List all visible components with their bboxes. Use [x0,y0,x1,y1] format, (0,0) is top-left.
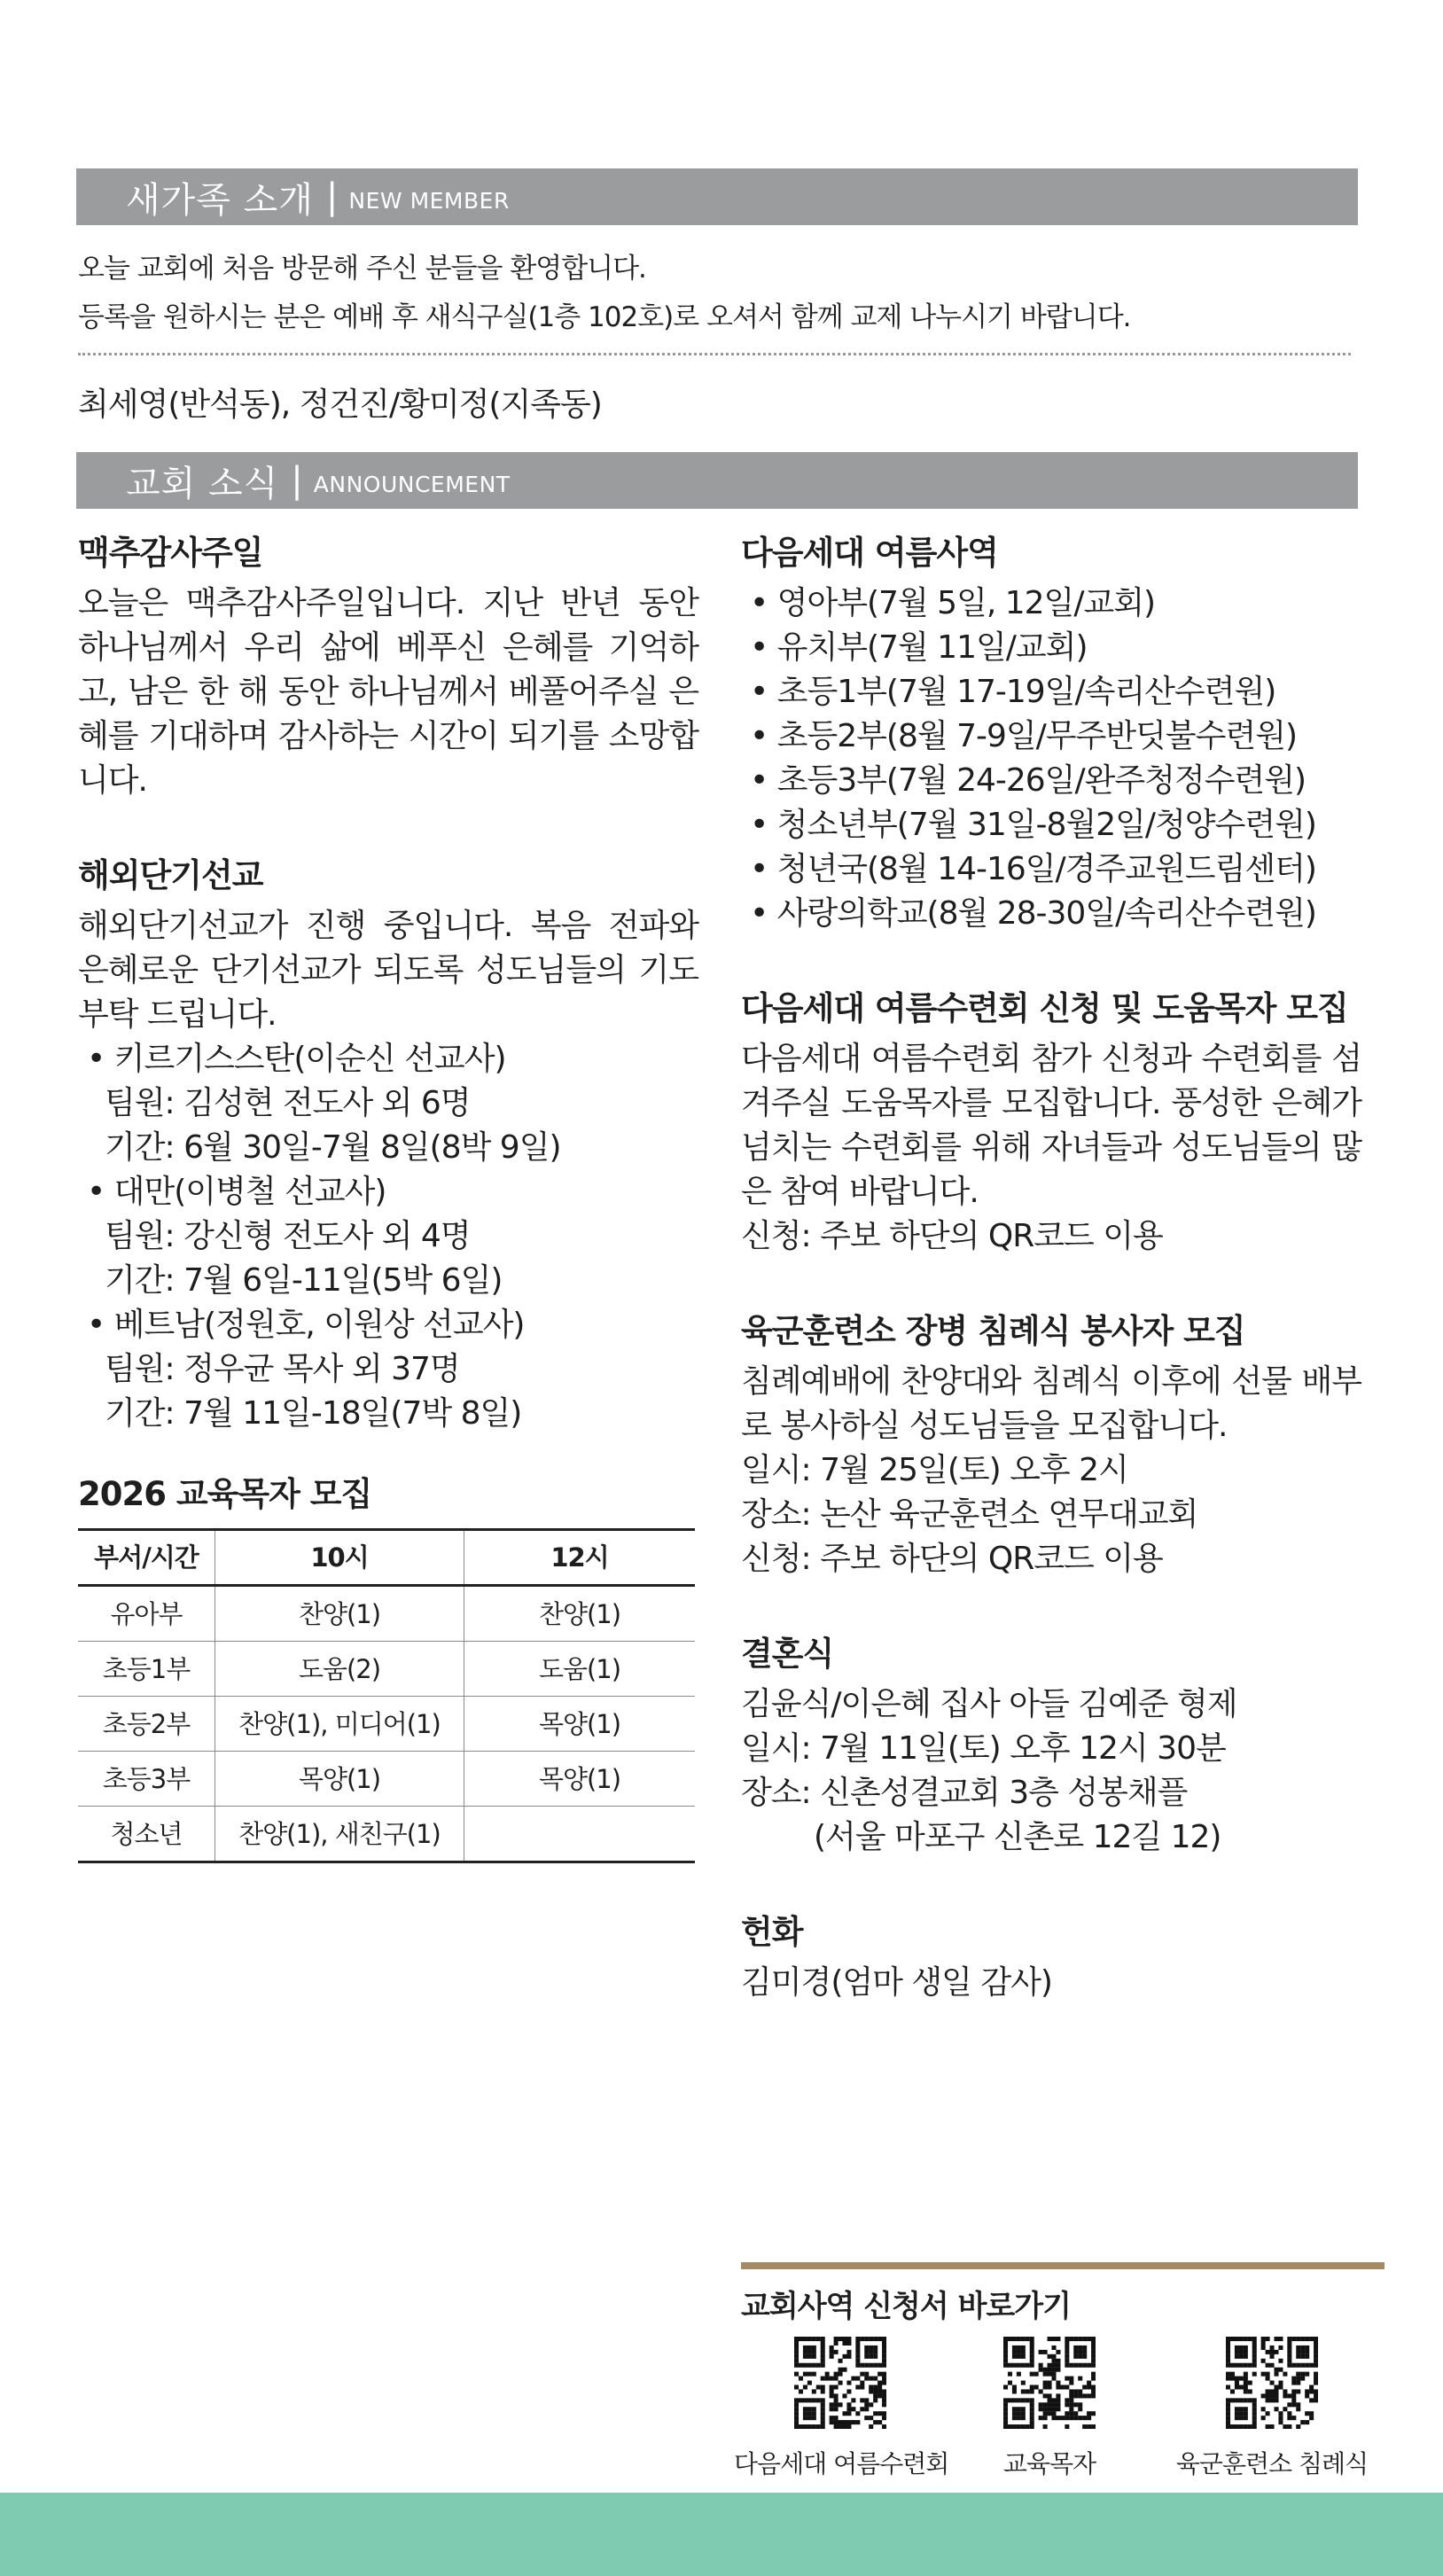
announcement-right-column [741,528,1361,2009]
table-header-cell: 12시 [464,1530,696,1586]
mission-team-members: 팀원: 강신형 전도사 외 4명 [105,1218,471,1254]
wedding-family: 김윤식/이은혜 집사 아들 김예준 형제 [741,1686,1237,1722]
table-cell: 찬양(1) [464,1586,696,1642]
table-header-cell: 10시 [215,1530,464,1586]
header-divider: | [325,176,339,217]
mission-team-members: 팀원: 정우균 목사 외 37명 [105,1351,460,1387]
qr-caption: 육군훈련소 침례식 [1175,2449,1369,2478]
qr-code-icon [794,2337,886,2429]
event-place: 장소: 논산 육군훈련소 연무대교회 [741,1496,1198,1533]
table-cell: 찬양(1), 미디어(1) [215,1697,464,1752]
apply-info: 신청: 주보 하단의 QR코드 이용 [741,1541,1163,1577]
qr-caption: 다음세대 여름수련회 [734,2449,949,2478]
edu-section [78,1470,698,1863]
qr-link-army-baptism[interactable] [1166,2337,1378,2480]
footer-bar [0,2493,1443,2576]
table-cell: 초등1부 [78,1642,215,1697]
table-header-cell: 부서/시간 [78,1530,215,1586]
list-item: • 초등1부(7월 17-19일/속리산수련원) [750,674,1276,710]
table-cell: 청소년 [78,1807,215,1862]
mission-team-period: 기간: 7월 11일-18일(7박 8일) [105,1395,522,1432]
table-cell: 찬양(1) [215,1586,464,1642]
table-cell: 초등3부 [78,1752,215,1807]
apply-info: 신청: 주보 하단의 QR코드 이용 [741,1218,1163,1254]
header-divider: | [291,460,303,501]
section-title: 다음세대 여름사역 [741,534,998,572]
table-header-row [78,1530,695,1586]
wedding-section [741,1629,1361,1860]
section-title: 육군훈련소 장병 침례식 봉사자 모집 [741,1312,1245,1350]
announcement-title-en: ANNOUNCEMENT [313,471,511,497]
list-item: • 청소년부(7월 31일-8월2일/청양수련원) [750,807,1316,843]
thanksgiving-section [78,528,698,803]
section-body: 오늘은 맥추감사주일입니다. 지난 반년 동안 하나님께서 우리 삶에 베푸신 은혜를 기억하고, 남은 한 해 동안 하나님께서 베풀어주실 은혜를 기대하며 감사하는 시간이 되기를 소망합니다. [78,585,698,799]
table-cell: 유아부 [78,1586,215,1642]
mission-team-name: • 대만(이병철 선교사) [87,1174,386,1210]
mission-team-period: 기간: 6월 30일-7월 8일(8박 9일) [105,1129,561,1166]
new-member-title: 새가족 소개 [126,179,314,221]
army-section [741,1307,1361,1581]
intro-line: 등록을 원하시는 분은 예배 후 새식구실(1층 102호)로 오셔서 함께 교제 나누시기 바랍니다. [78,301,1131,333]
announcement-header [76,452,1358,509]
event-address: (서울 마포구 신촌로 12길 12) [814,1819,1221,1855]
qr-section-title: 교회사역 신청서 바로가기 [741,2289,1071,2324]
event-date: 일시: 7월 11일(토) 오후 12시 30분 [741,1730,1226,1767]
section-body: 다음세대 여름수련회 참가 신청과 수련회를 섬겨주실 도움목자를 모집합니다. 풍성한 은혜가 넘치는 수련회를 위해 자녀들과 성도님들의 많은 참여 바랍니다. [741,1041,1361,1210]
section-title: 결혼식 [741,1635,834,1673]
dotted-divider [78,353,1351,355]
qr-link-retreat[interactable] [734,2337,947,2480]
intro-line: 오늘 교회에 처음 방문해 주신 분들을 환영합니다. [78,253,646,285]
mission-section [78,851,698,1436]
event-place: 장소: 신촌성결교회 3층 성봉채플 [741,1775,1188,1811]
qr-code-icon [1226,2337,1318,2429]
mission-team-name: • 베트남(정원호, 이원상 선교사) [87,1307,525,1343]
table-row [78,1752,695,1807]
table-cell: 초등2부 [78,1697,215,1752]
new-member-intro [78,245,1354,342]
section-body: 김미경(엄마 생일 감사) [741,1964,1052,2001]
mission-team-members: 팀원: 김성현 전도사 외 6명 [105,1085,471,1121]
mission-team-period: 기간: 7월 6일-11일(5박 6일) [105,1262,503,1299]
table-cell: 도움(2) [215,1642,464,1697]
qr-code-icon [1003,2337,1096,2429]
table-cell: 목양(1) [464,1752,696,1807]
retreat-section [741,984,1361,1259]
list-item: • 초등3부(7월 24-26일/완주청정수련원) [750,762,1306,799]
list-item: • 영아부(7월 5일, 12일/교회) [750,585,1156,621]
table-row [78,1697,695,1752]
section-title: 맥추감사주일 [78,534,263,572]
section-title: 다음세대 여름수련회 신청 및 도움목자 모집 [741,989,1348,1027]
table-cell: 목양(1) [215,1752,464,1807]
table-row [78,1807,695,1862]
table-cell: 목양(1) [464,1697,696,1752]
table-cell: 도움(1) [464,1642,696,1697]
qr-link-edu[interactable] [943,2337,1156,2480]
edu-table [78,1528,695,1863]
qr-caption: 교육목자 [1002,2449,1096,2478]
table-row [78,1642,695,1697]
summer-section [741,528,1361,936]
mission-team-name: • 키르기스스탄(이순신 선교사) [87,1041,506,1077]
new-member-title-en: NEW MEMBER [348,187,510,214]
qr-divider [741,2262,1384,2269]
announcement-title: 교회 소식 [126,463,279,504]
flowers-section [741,1908,1361,2005]
event-date: 일시: 7월 25일(토) 오후 2시 [741,1452,1128,1488]
table-row [78,1586,695,1642]
list-item: • 사랑의학교(8월 28-30일/속리산수련원) [750,895,1316,932]
list-item: • 초등2부(8월 7-9일/무주반딧불수련원) [750,718,1298,754]
section-title: 헌화 [741,1913,803,1951]
list-item: • 청년국(8월 14-16일/경주교원드림센터) [750,851,1316,887]
table-cell [464,1807,696,1862]
new-member-header [76,168,1358,225]
new-member-names: 최세영(반석동), 정건진/황미정(지족동) [78,386,602,423]
section-body: 침례예배에 찬양대와 침례식 이후에 선물 배부로 봉사하실 성도님들을 모집합니다. [741,1363,1361,1444]
table-cell: 찬양(1), 새친구(1) [215,1807,464,1862]
list-item: • 유치부(7월 11일/교회) [750,629,1088,666]
section-title: 2026 교육목자 모집 [78,1475,372,1513]
announcement-left-column [78,528,698,1867]
section-title: 해외단기선교 [78,856,263,894]
section-body: 해외단기선교가 진행 중입니다. 복음 전파와 은혜로운 단기선교가 되도록 성도님들의 기도 부탁 드립니다. [78,908,698,1033]
